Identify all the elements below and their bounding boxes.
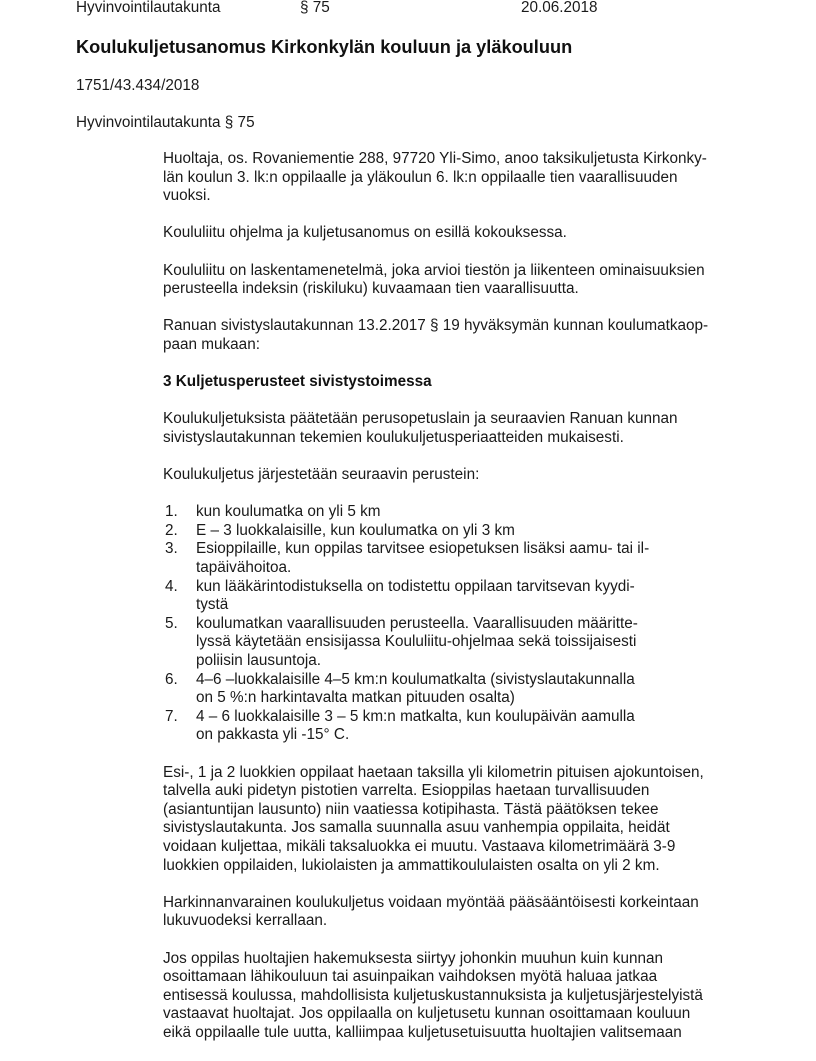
text-line: (asiantuntijan lausunto) niin vaatiessa kotipihasta. Tästä päätöksen tekee — [163, 800, 659, 818]
criteria-list — [163, 503, 743, 745]
text-line: 4 – 6 luokkalaisille 3 – 5 km:n matkalta, kun koulupäivän aamulla — [196, 707, 635, 725]
text-line: poliisin lausuntoja. — [196, 652, 322, 670]
paragraph-program-note — [163, 224, 743, 243]
section-heading: 3 Kuljetusperusteet sivistystoimessa — [163, 373, 432, 391]
text-line: Koulukuljetuksista päätetään perusopetuslain ja seuraavien Ranuan kunnan — [163, 410, 678, 428]
text-line: Esioppilaille, kun oppilas tarvitsee esiopetuksen lisäksi aamu- tai il- — [196, 540, 650, 558]
list-item — [163, 615, 743, 671]
list-number: 4. — [165, 577, 178, 595]
header-date: 20.06.2018 — [521, 0, 598, 16]
list-number: 1. — [165, 503, 178, 521]
text-line: on pakkasta yli -15° C. — [196, 726, 350, 744]
document-body — [163, 150, 743, 1061]
text-line: Jos oppilas huoltajien hakemuksesta siirtyy johonkin muuhun kuin kunnan — [163, 949, 663, 967]
text-line: voidaan kuljettaa, mikäli taksaluokka ei muutu. Vastaava kilometrimäärä 3-9 — [163, 837, 676, 855]
paragraph-school-change — [163, 950, 743, 1043]
paragraph-criteria-intro — [163, 466, 743, 485]
list-item — [163, 503, 743, 522]
paragraph-discretionary — [163, 894, 743, 931]
list-item — [163, 540, 743, 577]
text-line: Koulukuljetus järjestetään seuraavin perustein: — [163, 466, 480, 484]
organ-section: Hyvinvointilautakunta § 75 — [76, 114, 255, 131]
paragraph-young-pupils — [163, 764, 743, 876]
text-line: koulumatkan vaarallisuuden perusteella. Vaarallisuuden määritte- — [196, 614, 638, 632]
text-line: län koulun 3. lk:n oppilaalle ja yläkoulun 6. lk:n oppilaalle tien vaarallisuuden — [163, 168, 678, 186]
text-line: vuoksi. — [163, 187, 211, 205]
text-line: kun koulumatka on yli 5 km — [196, 503, 381, 521]
text-line: Ranuan sivistyslautakunnan 13.2.2017 § 19 hyväksymän kunnan koulumatkaop- — [163, 317, 709, 335]
text-line: sivistyslautakunta. Jos samalla suunnalla asuu vanhempia oppilaita, heidät — [163, 819, 670, 837]
text-line: vastaavat huoltajat. Jos oppilaalla on kuljetusetu kunnan osoittamaan kouluun — [163, 1005, 691, 1023]
text-line: osoittamaan lähikouluun tai asuinpaikan vaihdoksen myötä haluaa jatkaa — [163, 968, 658, 986]
paragraph-koululiitu — [163, 262, 743, 299]
paragraph-decision-basis — [163, 410, 743, 447]
text-line: E – 3 luokkalaisille, kun koulumatka on yli 3 km — [196, 521, 515, 539]
list-item — [163, 522, 743, 541]
list-item — [163, 708, 743, 745]
list-number: 7. — [165, 707, 178, 725]
text-line: lukuvuodeksi kerrallaan. — [163, 912, 328, 930]
text-line: Esi-, 1 ja 2 luokkien oppilaat haetaan taksilla yli kilometrin pituisen ajokuntoisen, — [163, 763, 704, 781]
text-line: luokkien oppilaiden, lukiolaisten ja ammattikoululaisten osalta on yli 2 km. — [163, 856, 660, 874]
list-number: 5. — [165, 614, 178, 632]
reference-number: 1751/43.434/2018 — [76, 77, 200, 94]
text-line: on 5 %:n harkintavalta matkan pituuden osalta) — [196, 689, 515, 707]
paragraph-application — [163, 150, 743, 206]
text-line: Koululiitu ohjelma ja kuljetusanomus on esillä kokouksessa. — [163, 224, 567, 242]
document-title: Koulukuljetusanomus Kirkonkylän kouluun ja yläkouluun — [76, 37, 573, 57]
list-item — [163, 671, 743, 708]
paragraph-guide-reference — [163, 317, 743, 354]
text-line: perusteella indeksin (riskiluku) kuvaamaan tien vaarallisuutta. — [163, 280, 579, 298]
text-line: tapäivähoitoa. — [196, 559, 292, 577]
text-line: Harkinnanvarainen koulukuljetus voidaan myöntää pääsääntöisesti korkeintaan — [163, 893, 699, 911]
document-header — [76, 0, 776, 18]
text-line: Koululiitu on laskentamenetelmä, joka arvioi tiestön ja liikenteen ominaisuuksien — [163, 261, 705, 279]
text-line: talvella auki pidetyn pistotien varrelta. Esioppilas haetaan turvallisuuden — [163, 782, 650, 800]
text-line: lyssä käytetään ensisijassa Koululiitu-ohjelmaa sekä toissijaisesti — [196, 633, 637, 651]
list-number: 6. — [165, 670, 178, 688]
list-item — [163, 578, 743, 615]
text-line: paan mukaan: — [163, 335, 260, 353]
list-number: 3. — [165, 540, 178, 558]
header-section: § 75 — [300, 0, 330, 16]
text-line: kun lääkärintodistuksella on todistettu oppilaan tarvitsevan kyydi- — [196, 577, 635, 595]
text-line: 4–6 –luokkalaisille 4–5 km:n koulumatkalta (sivistyslautakunnalla — [196, 670, 635, 688]
text-line: entisessä koulussa, mahdollisista kuljetuskustannuksista ja kuljetusjärjestelyistä — [163, 986, 703, 1004]
text-line: Huoltaja, os. Rovaniementie 288, 97720 Yli-Simo, anoo taksikuljetusta Kirkonky- — [163, 150, 707, 167]
list-number: 2. — [165, 521, 178, 539]
text-line: sivistyslautakunnan tekemien koulukuljetusperiaatteiden mukaisesti. — [163, 428, 624, 446]
header-organ: Hyvinvointilautakunta — [76, 0, 221, 16]
text-line: eikä oppilaalle tule uutta, kalliimpaa kuljetusetuisuutta huoltajien valitsemaan — [163, 1023, 682, 1041]
text-line: tystä — [196, 596, 229, 614]
